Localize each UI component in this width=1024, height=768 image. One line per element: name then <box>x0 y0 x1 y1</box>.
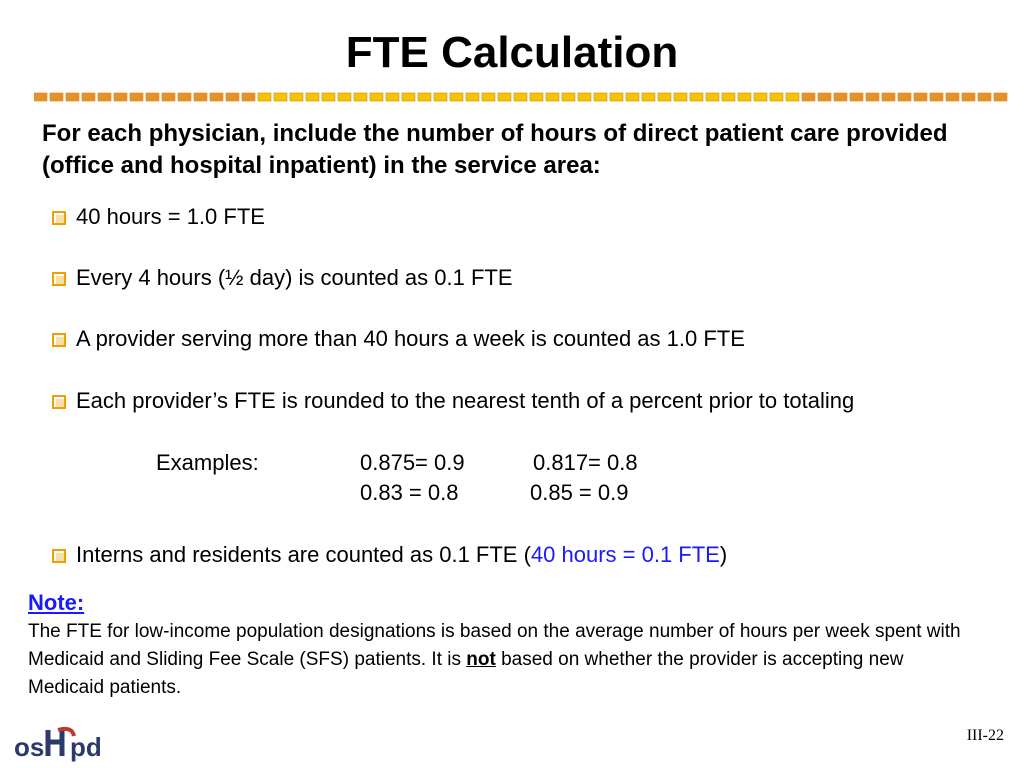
divider-segment <box>770 93 783 101</box>
divider-segment <box>578 93 591 101</box>
checkbox-bullet-icon <box>52 211 66 225</box>
divider-segment <box>642 93 655 101</box>
divider-segment <box>930 93 943 101</box>
intro-paragraph: For each physician, include the number of hours of direct patient care provided (office and hospital inpatient) in the service area: <box>42 120 948 179</box>
note-text: based on whether the provider is accepting new Medicaid patients. <box>28 649 904 698</box>
divider-segment <box>226 93 239 101</box>
divider-segment <box>82 93 95 101</box>
divider-segment <box>66 93 79 101</box>
divider-segment <box>162 93 175 101</box>
divider-segment <box>114 93 127 101</box>
divider-segment <box>434 93 447 101</box>
example-value: 0.83 = 0.8 <box>360 480 459 505</box>
page-number: III-22 <box>966 727 1004 744</box>
divider-segment <box>146 93 159 101</box>
divider-segment <box>978 93 991 101</box>
divider-segment <box>242 93 255 101</box>
checkbox-bullet-icon <box>52 333 66 347</box>
note-body <box>28 618 968 702</box>
divider-segment <box>994 93 1007 101</box>
divider-segment <box>258 93 271 101</box>
divider-segment <box>194 93 207 101</box>
divider-segment <box>466 93 479 101</box>
divider-segment <box>562 93 575 101</box>
bullet-text: A provider serving more than 40 hours a week is counted as 1.0 FTE <box>76 326 745 351</box>
divider-segment <box>306 93 319 101</box>
interns-highlight: 40 hours = 0.1 FTE <box>530 542 720 567</box>
divider-segment <box>370 93 383 101</box>
bullet-text-close: ) <box>719 542 728 567</box>
divider-segment <box>626 93 639 101</box>
divider-segment <box>178 93 191 101</box>
divider-segment <box>322 93 335 101</box>
divider-segment <box>658 93 671 101</box>
example-value: 0.85 = 0.9 <box>530 480 629 505</box>
divider-segment <box>866 93 879 101</box>
example-value: 0.875= 0.9 <box>360 450 465 475</box>
divider-segment <box>834 93 847 101</box>
divider-segment <box>530 93 543 101</box>
note-heading: Note: <box>28 590 85 615</box>
divider-segment <box>514 93 527 101</box>
divider-segment <box>450 93 463 101</box>
title-divider-bar <box>34 92 1010 103</box>
divider-segment <box>754 93 767 101</box>
divider-segment <box>402 93 415 101</box>
divider-segment <box>706 93 719 101</box>
divider-segment <box>274 93 287 101</box>
divider-segment <box>946 93 959 101</box>
bullet-item <box>52 203 265 231</box>
divider-segment <box>914 93 927 101</box>
divider-segment <box>674 93 687 101</box>
bullet-item <box>52 387 854 415</box>
oshpd-logo <box>14 722 114 762</box>
divider-segment <box>498 93 511 101</box>
bullet-item <box>52 325 745 353</box>
checkbox-bullet-icon <box>52 272 66 286</box>
divider-segment <box>418 93 431 101</box>
bullet-text: Each provider’s FTE is rounded to the nearest tenth of a percent prior to totaling <box>76 388 855 413</box>
divider-segment <box>690 93 703 101</box>
divider-segment <box>482 93 495 101</box>
divider-segment <box>594 93 607 101</box>
divider-segment <box>338 93 351 101</box>
examples-label: Examples: <box>156 450 259 475</box>
divider-segment <box>210 93 223 101</box>
divider-segment <box>850 93 863 101</box>
checkbox-bullet-icon <box>52 549 66 563</box>
divider-segment <box>898 93 911 101</box>
bullet-item-interns <box>52 541 727 569</box>
divider-segment <box>290 93 303 101</box>
bullet-text: Every 4 hours (½ day) is counted as 0.1 FTE <box>76 265 513 290</box>
svg-text:pd: pd <box>70 732 102 762</box>
example-value: 0.817= 0.8 <box>533 450 638 475</box>
bullet-item <box>52 264 513 292</box>
divider-segment <box>802 93 815 101</box>
divider-segment <box>722 93 735 101</box>
note-emphasis: not <box>466 649 496 670</box>
divider-segment <box>354 93 367 101</box>
note-text: The FTE for low-income population designations is based on the average number of hours per week spent with Medicaid and Sliding Fee Scale (SFS) patients. It is <box>28 621 961 670</box>
divider-segment <box>610 93 623 101</box>
divider-segment <box>786 93 799 101</box>
divider-segment <box>738 93 751 101</box>
divider-segment <box>130 93 143 101</box>
divider-segment <box>386 93 399 101</box>
divider-segment <box>50 93 63 101</box>
slide-title: FTE Calculation <box>345 28 679 77</box>
bullet-text: Interns and residents are counted as 0.1 FTE ( <box>76 542 531 567</box>
divider-segment <box>98 93 111 101</box>
checkbox-bullet-icon <box>52 395 66 409</box>
divider-segment <box>962 93 975 101</box>
divider-segment <box>818 93 831 101</box>
divider-segment <box>882 93 895 101</box>
divider-segment <box>34 93 47 101</box>
svg-text:os: os <box>14 732 45 762</box>
divider-segment <box>546 93 559 101</box>
bullet-text: 40 hours = 1.0 FTE <box>76 204 265 229</box>
